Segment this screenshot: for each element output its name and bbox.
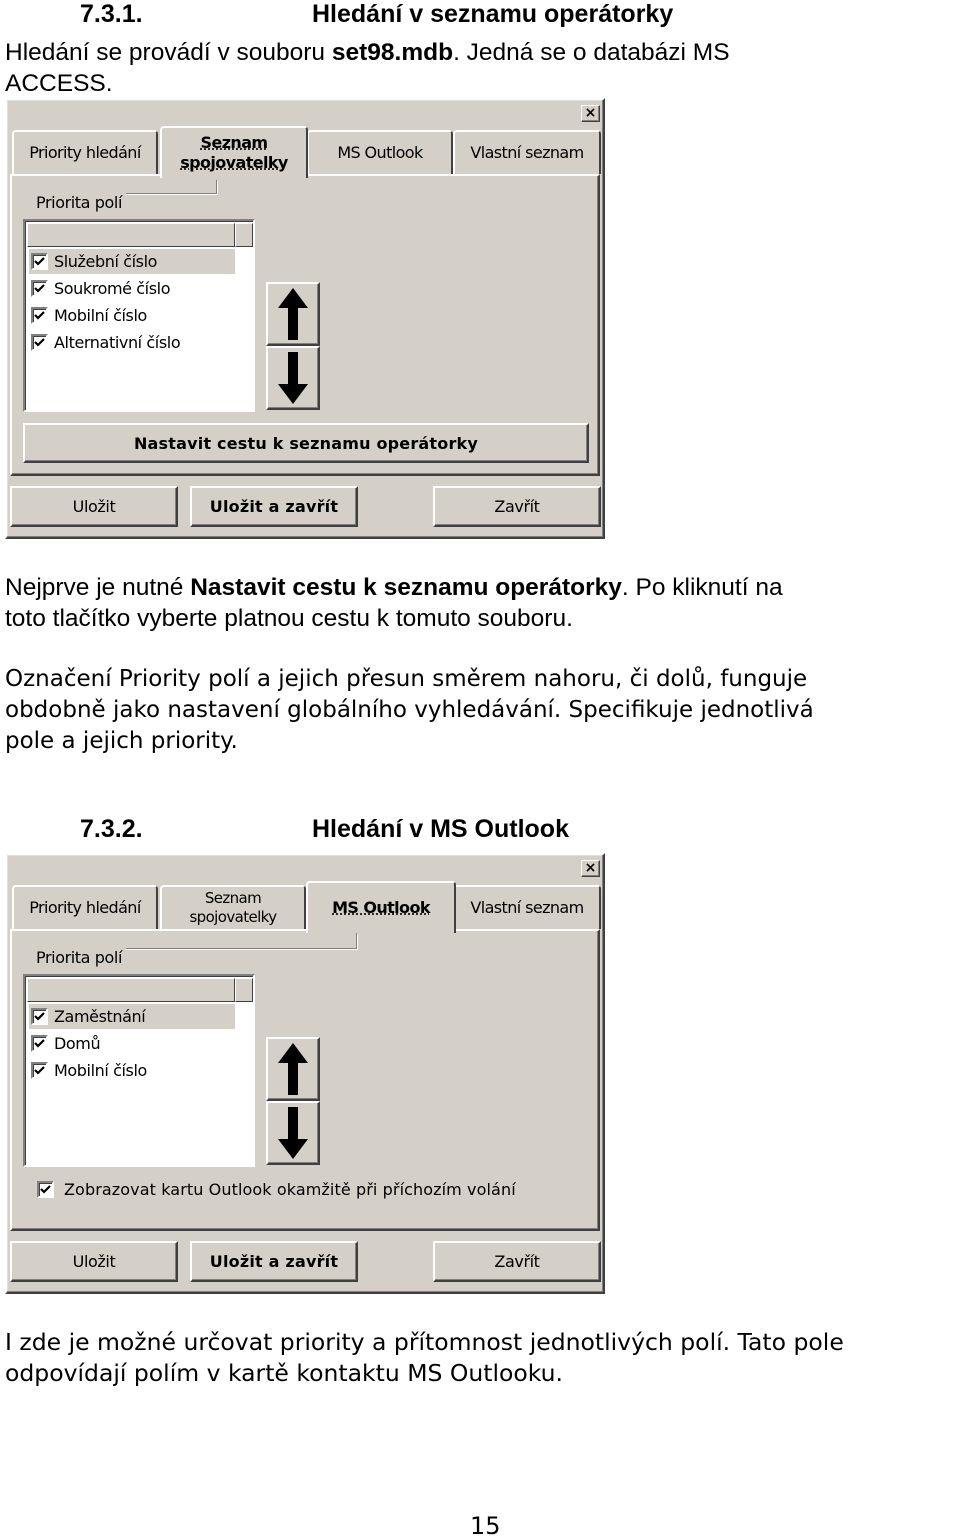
list-item[interactable]: Služební číslo [29,249,235,274]
file-name: set98.mdb [331,39,454,66]
tab-ms-outlook[interactable]: MS Outlook [306,881,456,933]
close-button[interactable]: Zavřít [433,486,601,527]
save-close-button[interactable]: Uložit a zavřít [190,486,358,527]
tab-custom-list[interactable]: Vlastní seznam [453,130,601,174]
close-icon[interactable]: × [581,105,600,122]
group-frame [87,933,357,949]
checkbox-checked-icon[interactable] [31,253,48,270]
settings-dialog-operator [5,98,605,539]
checkbox-checked-icon[interactable] [31,1008,48,1025]
list-header-end [235,978,253,1002]
save-button[interactable]: Uložit [10,486,178,527]
checkbox-checked-icon[interactable] [37,1181,54,1198]
paragraph-outlook: I zde je možné určovat priority a přítomnost jednotlivých polí. Tato pole odpovídají polím v kartě kontaktu MS Outlooku. [5,1328,844,1387]
checkbox-checked-icon[interactable] [31,1035,48,1052]
paragraph-path: Nejprve je nutné Nastavit cestu k seznamu operátorky. Po kliknutí na toto tlačítko vyberte platnou cestu k tomuto souboru. [5,574,783,632]
group-label: Priorita polí [32,193,126,212]
tab-operator-list[interactable]: Seznam spojovatelky [160,885,306,929]
settings-dialog-outlook [5,853,605,1294]
checkbox-checked-icon[interactable] [31,1062,48,1079]
arrow-up-icon [268,284,318,344]
tab-priority-search[interactable]: Priority hledání [12,885,158,929]
priority-list[interactable] [23,219,255,412]
section-number: 7.3.2. [80,815,143,843]
list-header [27,978,235,1002]
checkbox-checked-icon[interactable] [31,307,48,324]
paragraph-priority: Označení Priority polí a jejich přesun směrem nahoru, či dolů, funguje obdobně jako nastavení globálního vyhledávání. Specifikuje jednotlivá pole a jejich priority. [5,666,814,754]
checkbox-checked-icon[interactable] [31,334,48,351]
tab-operator-list[interactable]: Seznam spojovatelky [160,126,308,178]
intro-paragraph: Hledání se provádí v souboru set98.mdb. Jedná se o databázi MS ACCESS. [5,39,730,97]
save-button[interactable]: Uložit [10,1241,178,1282]
group-frame [87,180,217,194]
group-label: Priorita polí [32,948,126,967]
list-item[interactable]: Mobilní číslo [29,1058,147,1083]
close-icon[interactable]: × [581,860,600,877]
list-header [27,223,235,247]
page-number: 15 [470,1512,501,1540]
list-item[interactable]: Soukromé číslo [29,276,170,301]
list-header-end [235,223,253,247]
section-number: 7.3.1. [80,0,143,28]
show-outlook-card-option[interactable]: Zobrazovat kartu Outlook okamžitě při příchozím volání [35,1180,516,1199]
move-up-button[interactable] [266,1037,320,1101]
list-item[interactable]: Mobilní číslo [29,303,147,328]
section-title: Hledání v seznamu operátorky [312,0,674,28]
arrow-down-icon [268,1103,318,1163]
set-path-button[interactable]: Nastavit cestu k seznamu operátorky [23,423,589,463]
list-item[interactable]: Alternativní číslo [29,330,180,355]
section-title: Hledání v MS Outlook [312,815,569,843]
save-close-button[interactable]: Uložit a zavřít [190,1241,358,1282]
list-item[interactable]: Domů [29,1031,100,1056]
close-button[interactable]: Zavřít [433,1241,601,1282]
arrow-down-icon [268,348,318,408]
checkbox-checked-icon[interactable] [31,280,48,297]
tab-ms-outlook[interactable]: MS Outlook [307,130,453,174]
tab-priority-search[interactable]: Priority hledání [12,130,158,174]
move-up-button[interactable] [266,282,320,346]
priority-list[interactable] [23,974,255,1167]
tab-custom-list[interactable]: Vlastní seznam [453,885,601,929]
list-item[interactable]: Zaměstnání [29,1004,235,1029]
move-down-button[interactable] [266,1101,320,1165]
move-down-button[interactable] [266,346,320,410]
arrow-up-icon [268,1039,318,1099]
